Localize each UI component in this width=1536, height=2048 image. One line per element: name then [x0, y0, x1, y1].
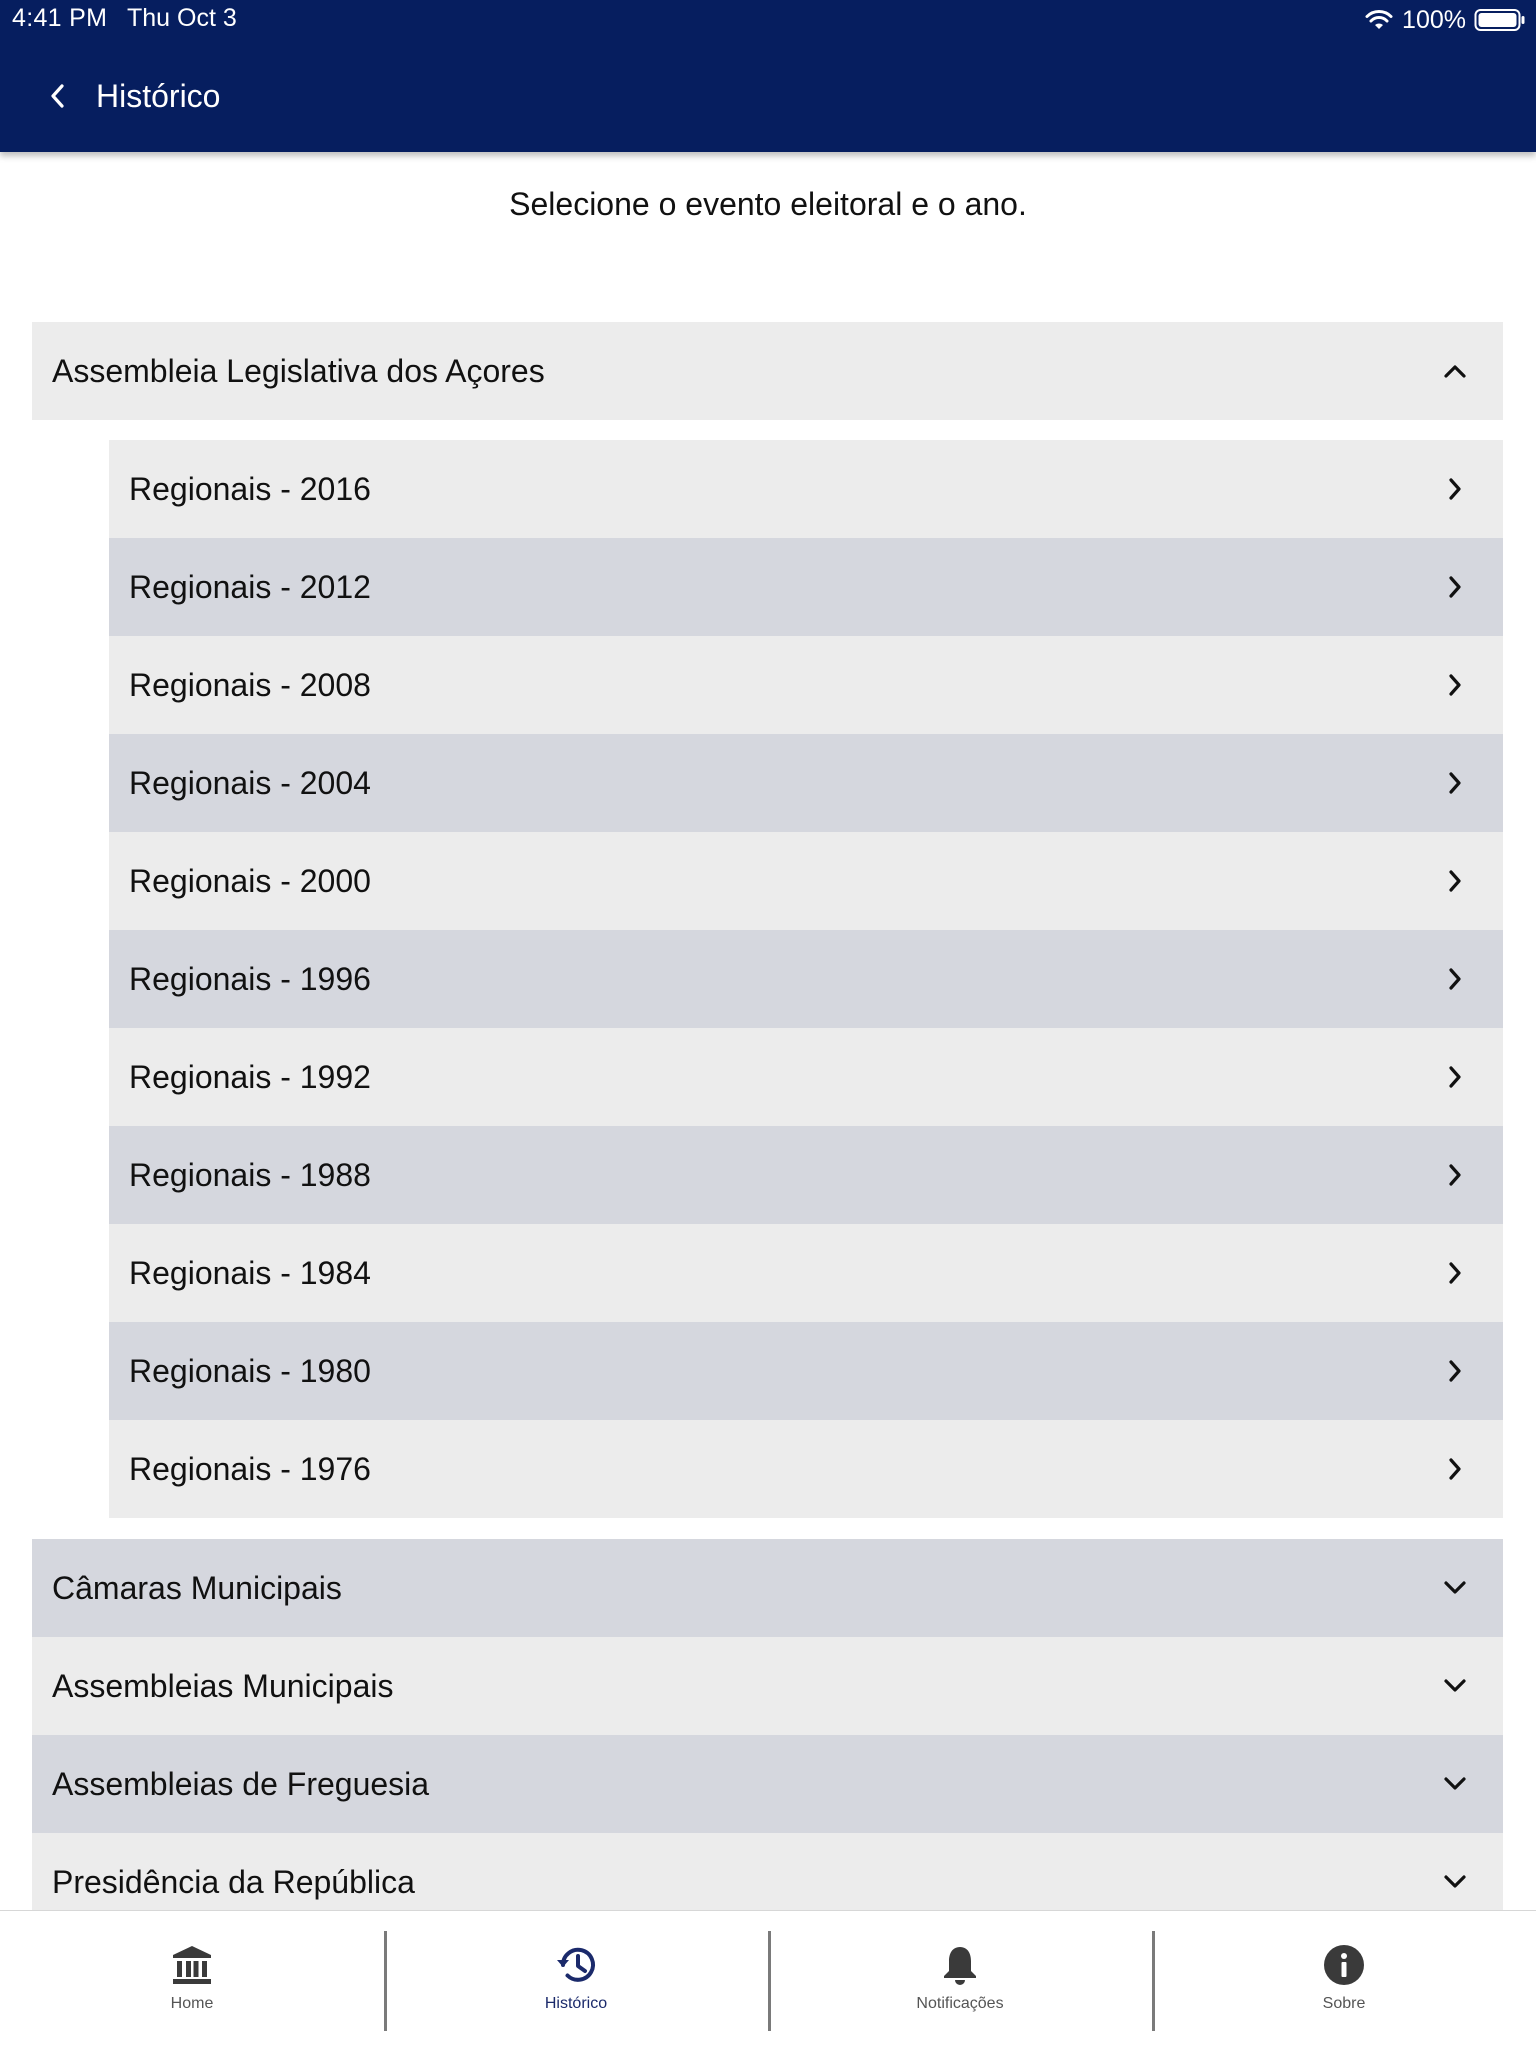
list-item-regionais-2000[interactable]: [109, 832, 1503, 930]
chevron-right-icon: [1439, 1224, 1471, 1322]
tab-divider: [1152, 1931, 1155, 2031]
tab-label: Notificações: [916, 1995, 1004, 2012]
chevron-left-icon: [48, 82, 68, 110]
chevron-right-icon: [1439, 1420, 1471, 1518]
list-item-label: Regionais - 2016: [129, 470, 371, 507]
section-label: Assembleias de Freguesia: [52, 1765, 430, 1802]
list-item-regionais-1988[interactable]: [109, 1126, 1503, 1224]
chevron-right-icon: [1439, 930, 1471, 1028]
chevron-right-icon: [1439, 538, 1471, 636]
chevron-right-icon: [1439, 1126, 1471, 1224]
list-item-regionais-2016[interactable]: [109, 440, 1503, 538]
list-item-label: Regionais - 2004: [129, 764, 371, 801]
list-item-label: Regionais - 1992: [129, 1058, 371, 1095]
list-item-label: Regionais - 2000: [129, 862, 371, 899]
chevron-right-icon: [1439, 636, 1471, 734]
list-item-label: Regionais - 1984: [129, 1254, 371, 1291]
chevron-right-icon: [1439, 1028, 1471, 1126]
battery-icon: [1474, 8, 1526, 32]
status-date: Thu Oct 3: [127, 4, 237, 32]
section-header-assembleias-municipais[interactable]: [32, 1637, 1503, 1735]
back-button[interactable]: [40, 76, 76, 116]
list-item-label: Regionais - 1980: [129, 1352, 371, 1389]
chevron-down-icon: [1439, 1735, 1471, 1833]
bank-icon: [170, 1943, 214, 1987]
info-icon: [1322, 1943, 1366, 1987]
chevron-right-icon: [1439, 440, 1471, 538]
list-item-label: Regionais - 2008: [129, 666, 371, 703]
tab-notificacoes[interactable]: [768, 1911, 1152, 2048]
chevron-right-icon: [1439, 832, 1471, 930]
tab-divider: [768, 1931, 771, 2031]
header-bar: [0, 0, 1536, 152]
list-item-regionais-1980[interactable]: [109, 1322, 1503, 1420]
list-item-regionais-2008[interactable]: [109, 636, 1503, 734]
list-item-regionais-1992[interactable]: [109, 1028, 1503, 1126]
chevron-right-icon: [1439, 1322, 1471, 1420]
section-label: Assembleia Legislativa dos Açores: [52, 352, 545, 389]
tab-label: Sobre: [1322, 1995, 1366, 2012]
wifi-icon: [1364, 8, 1394, 32]
history-icon: [554, 1943, 598, 1987]
tab-label: Histórico: [544, 1995, 608, 2012]
instruction-text: Selecione o evento eleitoral e o ano.: [509, 186, 1027, 222]
status-time: 4:41 PM: [12, 4, 108, 32]
section-label: Presidência da República: [52, 1863, 415, 1900]
tab-label: Home: [170, 1995, 214, 2012]
section-label: Assembleias Municipais: [52, 1667, 394, 1704]
chevron-right-icon: [1439, 734, 1471, 832]
tab-home[interactable]: [0, 1911, 384, 2048]
tab-bar: [0, 1910, 1536, 2048]
chevron-down-icon: [1439, 1637, 1471, 1735]
tab-divider: [384, 1931, 387, 2031]
battery-percent: 100%: [1402, 5, 1466, 34]
page-title: Histórico: [96, 78, 221, 114]
list-item-regionais-2012[interactable]: [109, 538, 1503, 636]
tab-historico[interactable]: [384, 1911, 768, 2048]
section-header-assembleias-freguesia[interactable]: [32, 1735, 1503, 1833]
section-header-assembleia-legislativa-acores[interactable]: [32, 322, 1503, 420]
chevron-up-icon: [1439, 322, 1471, 420]
list-item-regionais-1996[interactable]: [109, 930, 1503, 1028]
section-label: Câmaras Municipais: [52, 1569, 342, 1606]
list-item-regionais-2004[interactable]: [109, 734, 1503, 832]
list-item-label: Regionais - 2012: [129, 568, 371, 605]
list-item-label: Regionais - 1976: [129, 1450, 371, 1487]
list-item-label: Regionais - 1996: [129, 960, 371, 997]
list-item-regionais-1984[interactable]: [109, 1224, 1503, 1322]
section-header-camaras-municipais[interactable]: [32, 1539, 1503, 1637]
chevron-down-icon: [1439, 1539, 1471, 1637]
tab-sobre[interactable]: [1152, 1911, 1536, 2048]
list-item-regionais-1976[interactable]: [109, 1420, 1503, 1518]
list-item-label: Regionais - 1988: [129, 1156, 371, 1193]
bell-icon: [938, 1943, 982, 1987]
status-right: [1364, 4, 1526, 36]
